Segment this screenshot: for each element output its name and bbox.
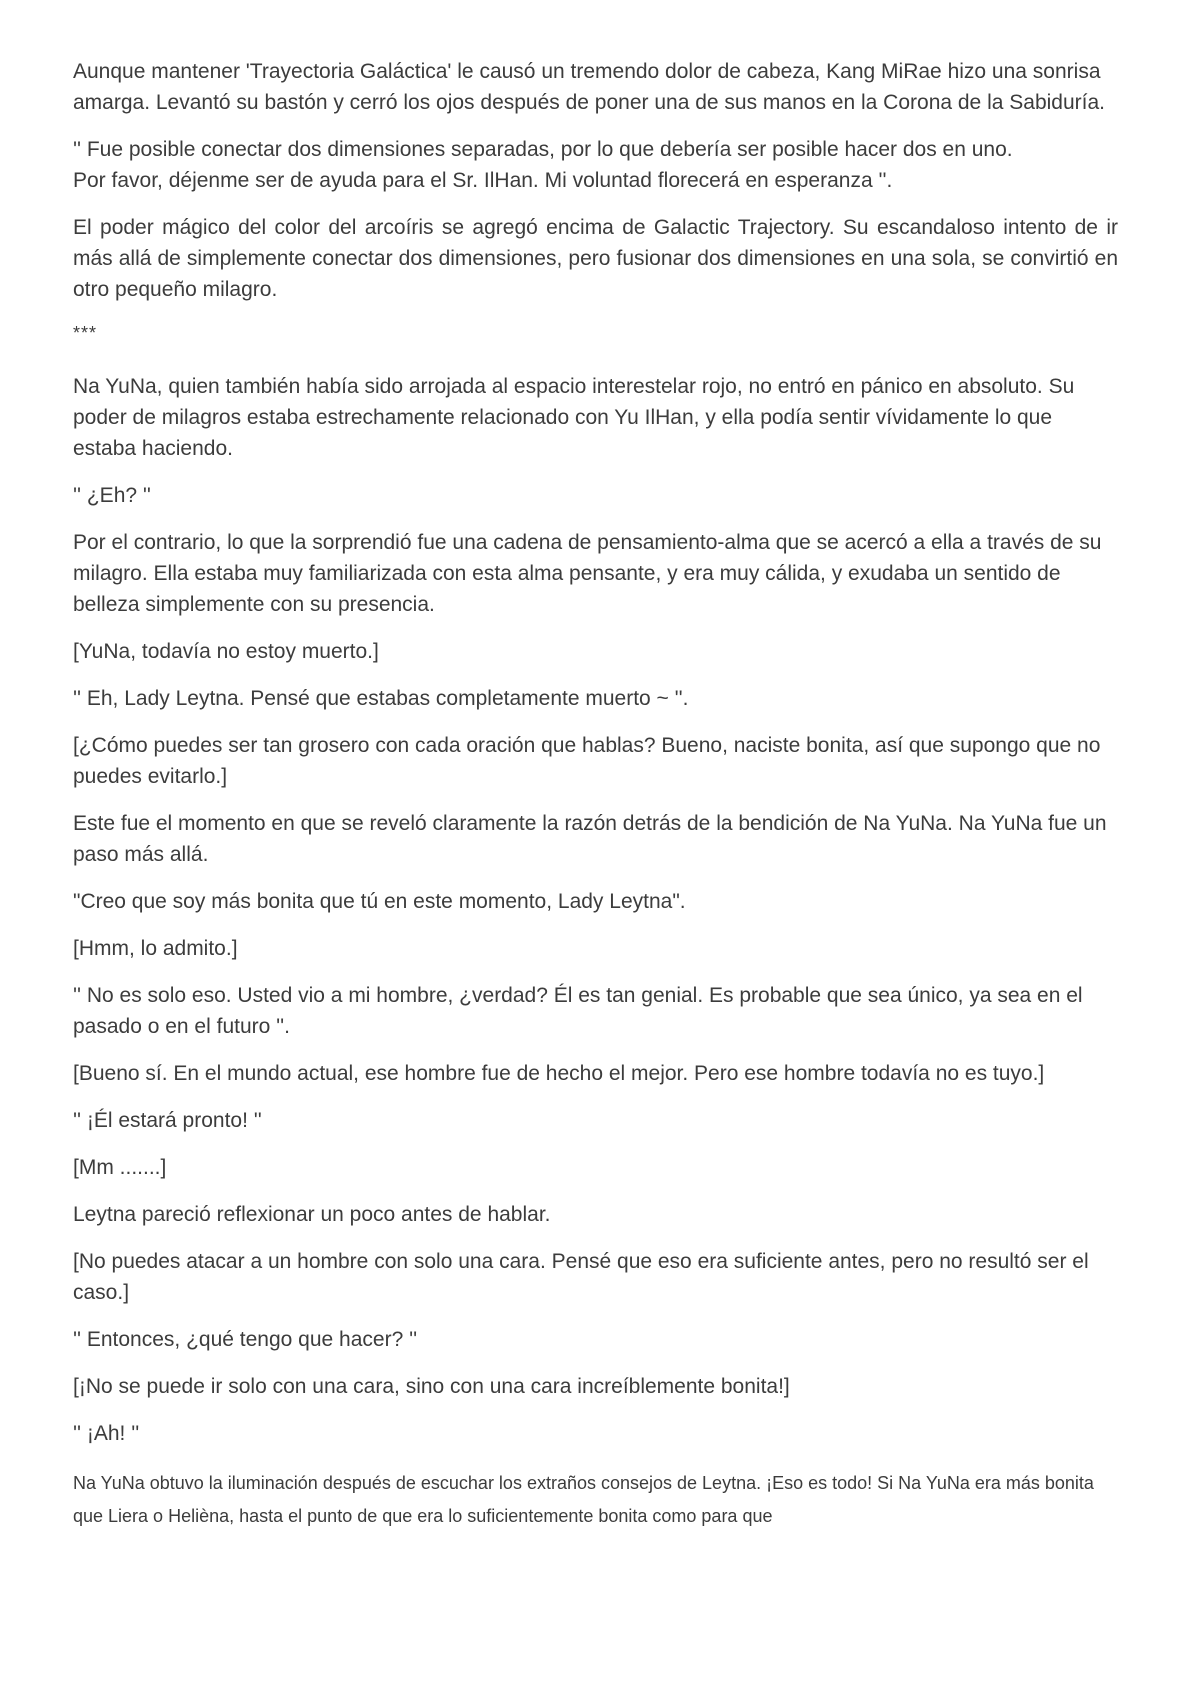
paragraph: Este fue el momento en que se reveló claramente la razón detrás de la bendición de Na YuNa. Na YuNa fue un paso más allá. (73, 812, 1107, 866)
paragraph: [¿Cómo puedes ser tan grosero con cada oración que hablas? Bueno, naciste bonita, así que supongo que no puedes evitarlo.] (73, 734, 1101, 788)
paragraph: '' ¡Él estará pronto! '' (73, 1109, 262, 1132)
paragraph: [Mm .......] (73, 1156, 167, 1179)
dialogue-line: '' Fue posible conectar dos dimensiones separadas, por lo que debería ser posible hacer dos en uno. (73, 138, 1013, 161)
paragraph: [¡No se puede ir solo con una cara, sino con una cara increíblemente bonita!] (73, 1375, 790, 1398)
paragraph: "Creo que soy más bonita que tú en este momento, Lady Leytna". (73, 890, 686, 913)
paragraph: Na YuNa, quien también había sido arrojada al espacio interestelar rojo, no entró en pánico en absoluto. Su poder de milagros estaba estrechamente relacionado con Yu IlHan, y ella podía sentir vívidamente lo que estaba haciendo. (73, 375, 1075, 460)
paragraph: '' ¿Eh? '' (73, 484, 151, 507)
paragraph (73, 134, 1118, 196)
section-separator: *** (73, 323, 98, 343)
paragraph: Aunque mantener 'Trayectoria Galáctica' le causó un tremendo dolor de cabeza, Kang MiRae hizo una sonrisa amarga. Levantó su bastón y cerró los ojos después de poner una de sus manos en la Corona de la Sabiduría. (73, 60, 1105, 114)
paragraph: El poder mágico del color del arcoíris se agregó encima de Galactic Trajectory. Su escandaloso intento de ir más allá de simplemente conectar dos dimensiones, pero fusionar dos dimensiones en una sola, se convirtió en otro pequeño milagro. (73, 216, 1118, 301)
paragraph: '' Eh, Lady Leytna. Pensé que estabas completamente muerto ~ ''. (73, 687, 689, 710)
paragraph: [No puedes atacar a un hombre con solo una cara. Pensé que eso era suficiente antes, pero no resultó ser el caso.] (73, 1250, 1089, 1304)
paragraph: Leytna pareció reflexionar un poco antes de hablar. (73, 1203, 551, 1226)
paragraph: [Bueno sí. En el mundo actual, ese hombre fue de hecho el mejor. Pero ese hombre todavía no es tuyo.] (73, 1062, 1045, 1085)
paragraph: [Hmm, lo admito.] (73, 937, 238, 960)
dialogue-line: Por favor, déjenme ser de ayuda para el Sr. IlHan. Mi voluntad florecerá en esperanza ''. (73, 169, 893, 192)
paragraph: '' Entonces, ¿qué tengo que hacer? '' (73, 1328, 418, 1351)
paragraph: Por el contrario, lo que la sorprendió fue una cadena de pensamiento-alma que se acercó a ella a través de su milagro. Ella estaba muy familiarizada con esta alma pensante, y era muy cálida, y exudaba un sentido de belleza simplemente con su presencia. (73, 531, 1102, 616)
paragraph: Na YuNa obtuvo la iluminación después de escuchar los extraños consejos de Leytna. ¡Eso es todo! Si Na YuNa era más bonita que Liera o Helièna, hasta el punto de que era lo suficientemente bonita como para que (73, 1473, 1094, 1526)
paragraph: '' ¡Ah! '' (73, 1422, 140, 1445)
paragraph: '' No es solo eso. Usted vio a mi hombre, ¿verdad? Él es tan genial. Es probable que sea único, ya sea en el pasado o en el futuro ''. (73, 984, 1083, 1038)
paragraph: [YuNa, todavía no estoy muerto.] (73, 640, 379, 663)
